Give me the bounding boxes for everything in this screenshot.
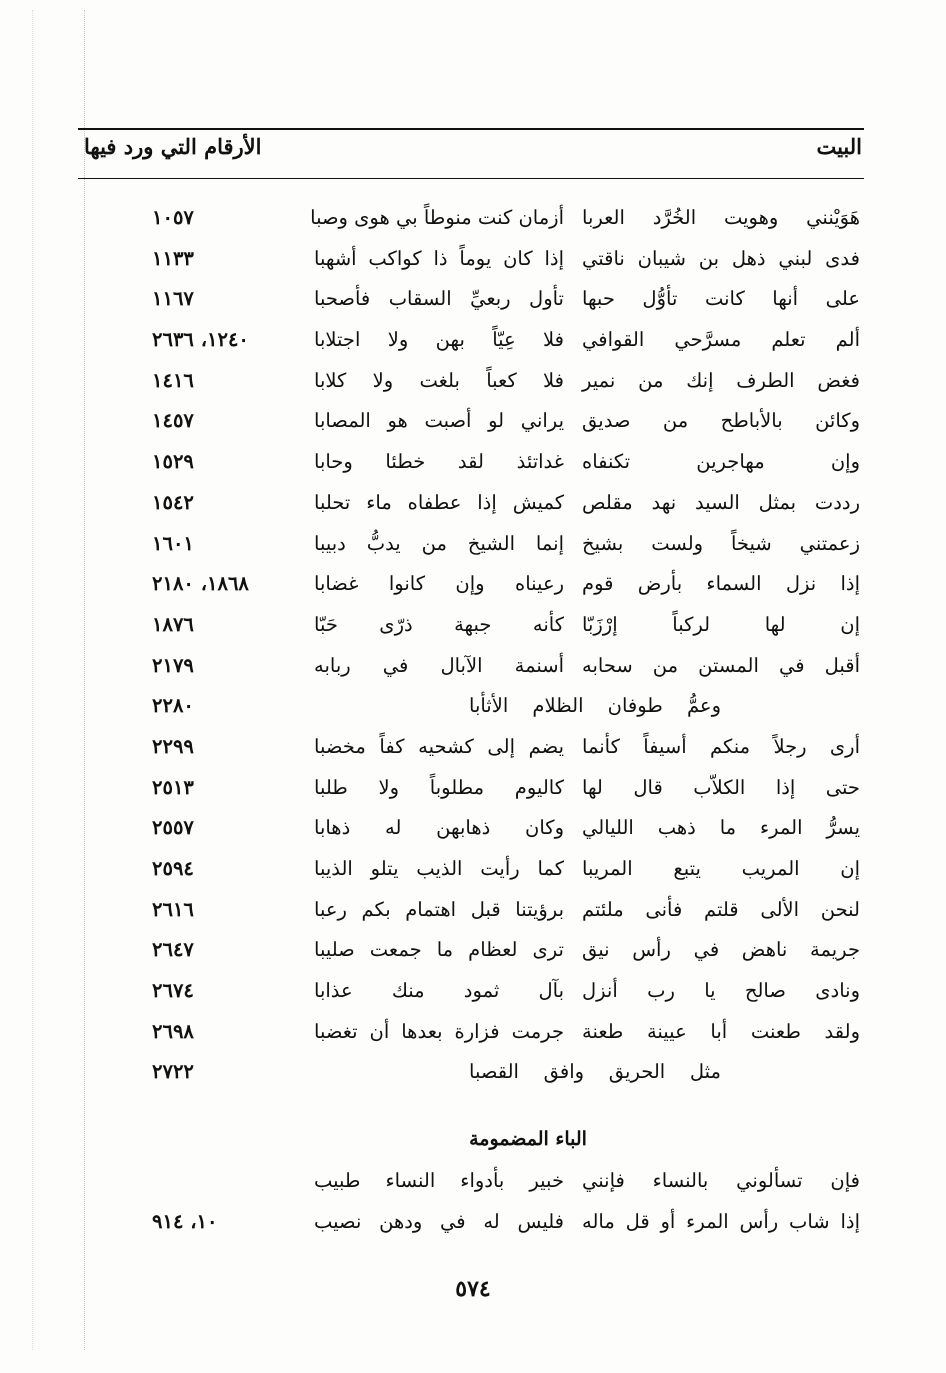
verse-second-hemistich: بآل ثمود منك عذابا (314, 979, 564, 1003)
verse-reference-numbers: ٢٥٥٧ (152, 816, 194, 840)
verse-reference-numbers: ٢٢٩٩ (152, 734, 194, 758)
verse-row (0, 200, 946, 241)
header-bottom-rule (78, 178, 864, 179)
verse-reference-numbers: ٢١٧٩ (152, 653, 194, 677)
verse-reference-numbers: ٢٦١٦ (152, 897, 194, 921)
verse-first-hemistich: إن لها لركباً إرْزَبّا (582, 612, 860, 636)
verse-reference-numbers: ١٨٦٨، ٢١٨٠ (152, 572, 249, 596)
verse-first-hemistich: وإن مهاجرين تكنفاه (582, 450, 860, 474)
verse-second-hemistich: رعيناه وإن كانوا غضابا (314, 572, 564, 596)
verse-second-hemistich: إنما الشيخ من يدبُّ دبيبا (314, 531, 564, 555)
verse-second-hemistich: أسنمة الآبال في ربابه (314, 653, 564, 677)
verse-row (0, 892, 946, 933)
verse-second-hemistich: وكان ذهابهن له ذهابا (314, 816, 564, 840)
verse-row (0, 729, 946, 770)
verse-first-hemistich: أقبل في المستن من سحابه (582, 653, 860, 677)
verse-reference-numbers: ٢٦٤٧ (152, 938, 194, 962)
verse-reference-numbers: ١٤١٦ (152, 368, 194, 392)
verse-first-hemistich: ألم تعلم مسرَّحي القوافي (582, 328, 860, 352)
verse-first-hemistich: على أنها كانت تأوُّل حبها (582, 287, 860, 311)
verse-first-hemistich: إذا نزل السماء بأرض قوم (582, 572, 860, 596)
verse-row (0, 810, 946, 851)
verse-first-hemistich: وكائن بالأباطح من صديق (582, 409, 860, 433)
verse-first-hemistich: زعمتني شيخاً ولست بشيخ (582, 531, 860, 555)
verse-reference-numbers: ١٦٠١ (152, 531, 194, 555)
verse-row (0, 932, 946, 973)
verse-second-hemistich: يراني لو أصبت هو المصابا (314, 409, 564, 433)
verse-reference-numbers: ١٠، ٩١٤ (152, 1209, 218, 1233)
verse-reference-numbers: ١٤٥٧ (152, 409, 194, 433)
verse-second-hemistich: فليس له في ودهن نصيب (314, 1209, 564, 1233)
verse-second-hemistich: جرمت فزارة بعدها أن تغضبا (314, 1019, 564, 1043)
verse-first-hemistich: حتى إذا الكلاّب قال لها (582, 775, 860, 799)
verse-first-hemistich: إذا شاب رأس المرء أو قل ماله (582, 1209, 860, 1233)
verse-second-hemistich: ترى لعظام ما جمعت صليبا (314, 938, 564, 962)
verse-reference-numbers: ١١٣٣ (152, 246, 194, 270)
verse-row (0, 566, 946, 607)
verse-second-hemistich: كأنه جبهة ذرّى حَبّا (314, 612, 564, 636)
verse-second-hemistich: تأول ربعيِّ السقاب فأصحبا (314, 287, 564, 311)
verse-reference-numbers: ١٥٢٩ (152, 450, 194, 474)
verse-reference-numbers: ٢٥١٣ (152, 775, 194, 799)
verse-second-hemistich: كما رأيت الذيب يتلو الذيبا (314, 857, 564, 880)
verse-single-hemistich: مثل الحريق وافق القصبا (469, 1060, 721, 1084)
header-top-rule (78, 128, 864, 130)
verse-reference-numbers: ١٥٤٢ (152, 490, 194, 514)
page-number: ٥٧٤ (455, 1276, 491, 1302)
verse-second-hemistich: غداتئذ لقد خطئا وحابا (314, 450, 564, 474)
verse-second-hemistich: خبير بأدواء النساء طبيب (314, 1169, 564, 1192)
verse-reference-numbers: ١٠٥٧ (152, 206, 194, 229)
table-header (78, 128, 864, 180)
verse-first-hemistich: فغض الطرف إنك من نمير (582, 368, 860, 392)
verse-second-hemistich: يضم إلى كشحيه كفاً مخضبا (314, 734, 564, 758)
verse-first-hemistich: ولقد طعنت أبا عيينة طعنة (582, 1019, 860, 1043)
verse-index-table (0, 200, 946, 1095)
verse-reference-numbers: ١٢٤٠، ٢٦٣٦ (152, 328, 249, 352)
verse-row (0, 851, 946, 892)
verse-reference-numbers: ٢٢٨٠ (152, 694, 194, 718)
verse-row (0, 1163, 946, 1204)
section-heading: الباء المضمومة (469, 1128, 587, 1150)
verse-second-hemistich: فلا كعباً بلغت ولا كلابا (314, 368, 564, 392)
verse-row (0, 688, 946, 729)
verse-row (0, 403, 946, 444)
verse-row (0, 281, 946, 322)
verse-row (0, 526, 946, 567)
references-column-heading: الأرقام التي ورد فيها (84, 134, 262, 159)
verse-single-hemistich: وعمُّ طوفان الظلام الأثأبا (469, 694, 721, 718)
verse-row (0, 485, 946, 526)
verse-reference-numbers: ١٨٧٦ (152, 612, 194, 636)
verse-second-hemistich: فلا عِيّاً بهن ولا اجتلابا (314, 328, 564, 352)
verse-first-hemistich: أرى رجلاً منكم أسيفاً كأنما (582, 734, 860, 758)
verse-reference-numbers: ٢٦٩٨ (152, 1019, 194, 1043)
verse-first-hemistich: لنحن الألى قلتم فأنى ملئتم (582, 897, 860, 921)
verse-reference-numbers: ١١٦٧ (152, 287, 194, 311)
verse-reference-numbers: ٢٧٢٢ (152, 1060, 194, 1084)
verse-index-table-section-2 (0, 1163, 946, 1244)
verse-row (0, 1204, 946, 1245)
verse-first-hemistich: هَوَيْنني وهويت الخُرَّد العربا (582, 206, 860, 229)
verse-first-hemistich: إن المريب يتبع المريبا (582, 857, 860, 880)
verse-row (0, 973, 946, 1014)
verse-first-hemistich: رددت بمثل السيد نهد مقلص (582, 490, 860, 514)
verse-second-hemistich: أزمان كنت منوطاً بي هوى وصبا (310, 206, 564, 229)
verse-row (0, 1054, 946, 1095)
verse-first-hemistich: يسرُّ المرء ما ذهب الليالي (582, 816, 860, 840)
verse-row (0, 607, 946, 648)
verse-row (0, 444, 946, 485)
verse-row (0, 770, 946, 811)
verse-row (0, 241, 946, 282)
verse-second-hemistich: إذا كان يوماً ذا كواكب أشهبا (314, 246, 564, 270)
verse-row (0, 648, 946, 689)
verse-first-hemistich: ونادى صالح يا رب أنزل (582, 979, 860, 1003)
verse-row (0, 363, 946, 404)
verse-reference-numbers: ٢٦٧٤ (152, 979, 194, 1003)
verse-second-hemistich: برؤيتنا قبل اهتمام بكم رعبا (314, 897, 564, 921)
verse-first-hemistich: فدى لبني ذهل بن شيبان ناقتي (582, 246, 860, 270)
verse-column-heading: البيت (816, 134, 862, 159)
verse-first-hemistich: جريمة ناهض في رأس نيق (582, 938, 860, 962)
verse-second-hemistich: كاليوم مطلوباً ولا طلبا (314, 775, 564, 799)
verse-row (0, 322, 946, 363)
verse-second-hemistich: كميش إذا عطفاه ماء تحلبا (314, 490, 564, 514)
verse-reference-numbers: ٢٥٩٤ (152, 857, 194, 880)
verse-row (0, 1014, 946, 1055)
verse-first-hemistich: فإن تسألوني بالنساء فإنني (582, 1169, 860, 1192)
